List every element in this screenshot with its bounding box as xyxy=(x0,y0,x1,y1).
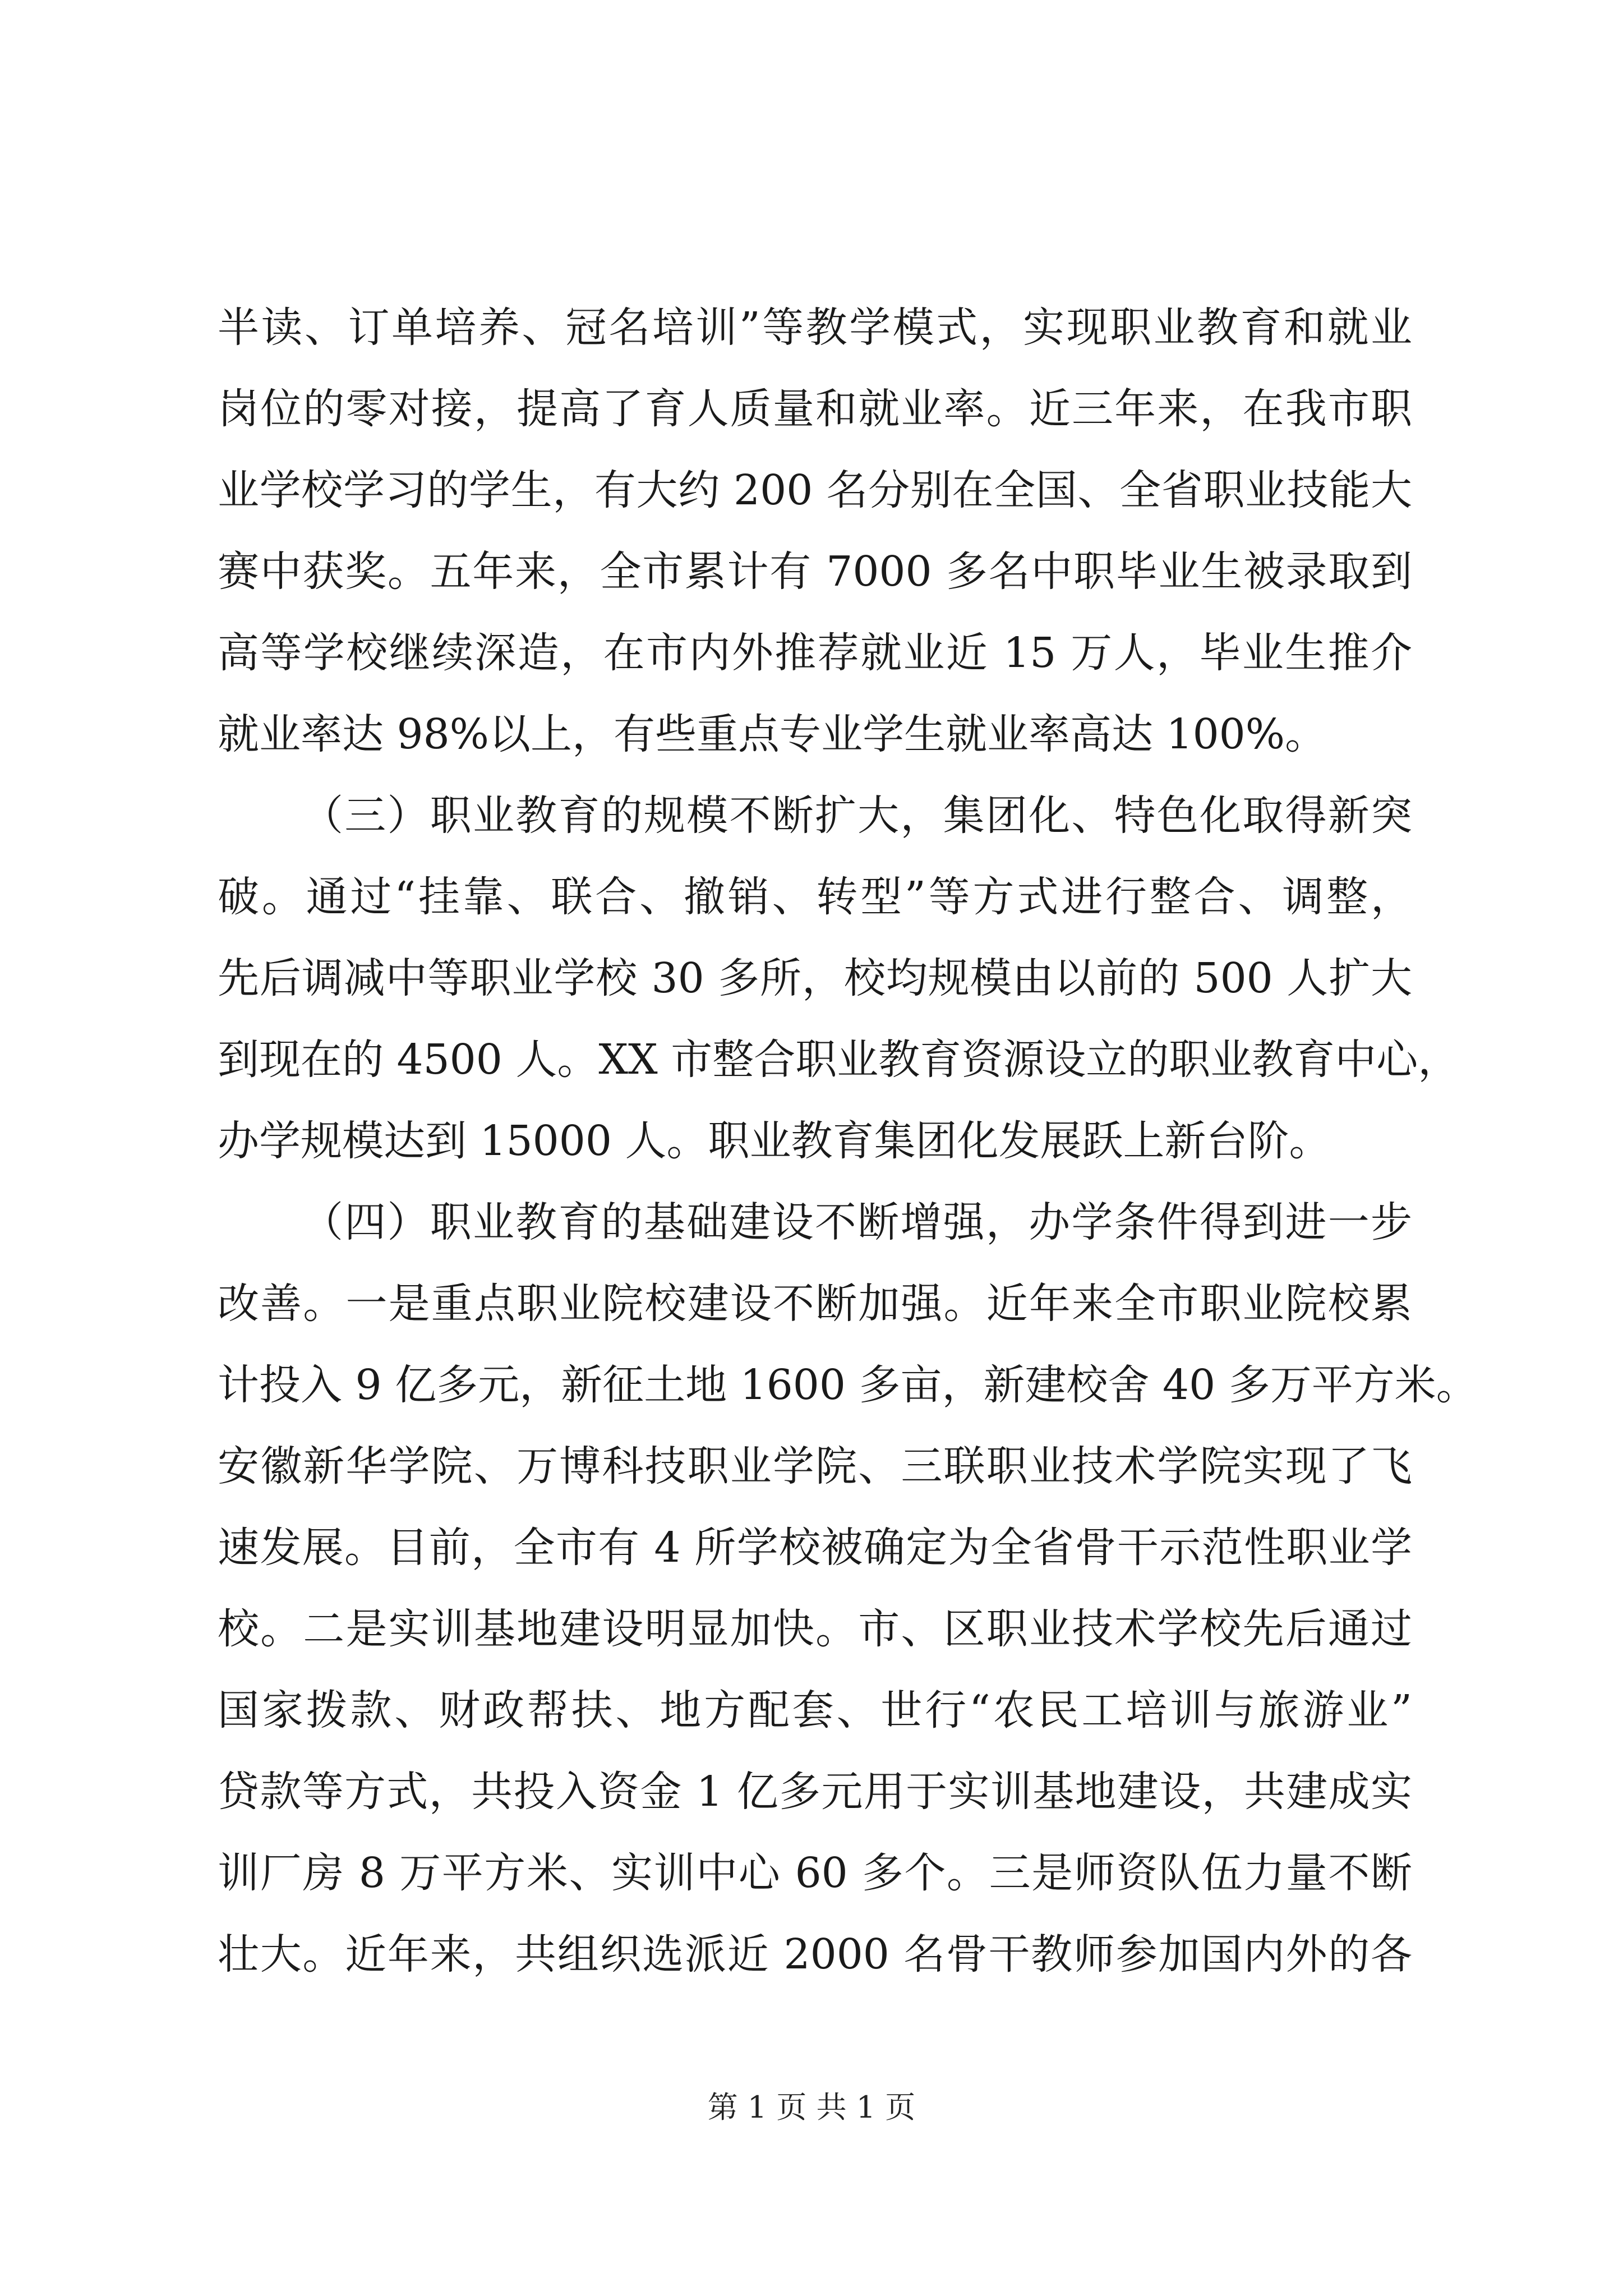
text-line: 安徽新华学院、万博科技职业学院、三联职业技术学院实现了飞 xyxy=(218,1442,1412,1490)
paragraph xyxy=(218,287,1412,775)
text-line: 岗位的零对接，提高了育人质量和就业率。近三年来，在我市职 xyxy=(218,385,1412,433)
text-line: 训厂房 8 万平方米、实训中心 60 多个。三是师资队伍力量不断 xyxy=(218,1849,1412,1897)
text-line: 赛中获奖。五年来，全市累计有 7000 多名中职毕业生被录取到 xyxy=(218,547,1412,596)
text-line: 就业率达 98%以上，有些重点专业学生就业率高达 100%。 xyxy=(218,710,1327,758)
text-line: 国家拨款、财政帮扶、地方配套、世行“农民工培训与旅游业” xyxy=(218,1686,1412,1734)
text-line: 破。通过“挂靠、联合、撤销、转型”等方式进行整合、调整， xyxy=(218,873,1412,921)
paragraph xyxy=(218,1182,1478,1995)
text-line: （四）职业教育的基础建设不断增强，办学条件得到进一步 xyxy=(302,1198,1412,1246)
body-text xyxy=(218,287,1478,1995)
text-line: 改善。一是重点职业院校建设不断加强。近年来全市职业院校累 xyxy=(218,1280,1412,1328)
paragraph xyxy=(218,775,1460,1182)
text-line: 业学校学习的学生，有大约 200 名分别在全国、全省职业技能大 xyxy=(218,466,1412,514)
text-line: 校。二是实训基地建设明显加快。市、区职业技术学校先后通过 xyxy=(218,1605,1412,1653)
text-line: 先后调减中等职业学校 30 多所，校均规模由以前的 500 人扩大 xyxy=(218,954,1412,1002)
text-line: 半读、订单培养、冠名培训”等教学模式，实现职业教育和就业 xyxy=(218,303,1412,352)
text-line: 速发展。目前，全市有 4 所学校被确定为全省骨干示范性职业学 xyxy=(218,1524,1412,1572)
text-line: 贷款等方式，共投入资金 1 亿多元用于实训基地建设，共建成实 xyxy=(218,1768,1412,1816)
text-line: （三）职业教育的规模不断扩大，集团化、特色化取得新突 xyxy=(302,792,1412,840)
text-line: 高等学校继续深造，在市内外推荐就业近 15 万人，毕业生推介 xyxy=(218,629,1412,677)
page-footer xyxy=(0,2088,1623,2127)
page-number: 第 1 页 共 1 页 xyxy=(707,2090,916,2125)
text-line: 到现在的 4500 人。XX 市整合职业教育资源设立的职业教育中心， xyxy=(218,1036,1460,1084)
text-line: 办学规模达到 15000 人。职业教育集团化发展跃上新台阶。 xyxy=(218,1117,1331,1165)
text-line: 壮大。近年来，共组织选派近 2000 名骨干教师参加国内外的各 xyxy=(218,1930,1412,1978)
text-line: 计投入 9 亿多元，新征土地 1600 多亩，新建校舍 40 多万平方米。 xyxy=(218,1361,1478,1409)
